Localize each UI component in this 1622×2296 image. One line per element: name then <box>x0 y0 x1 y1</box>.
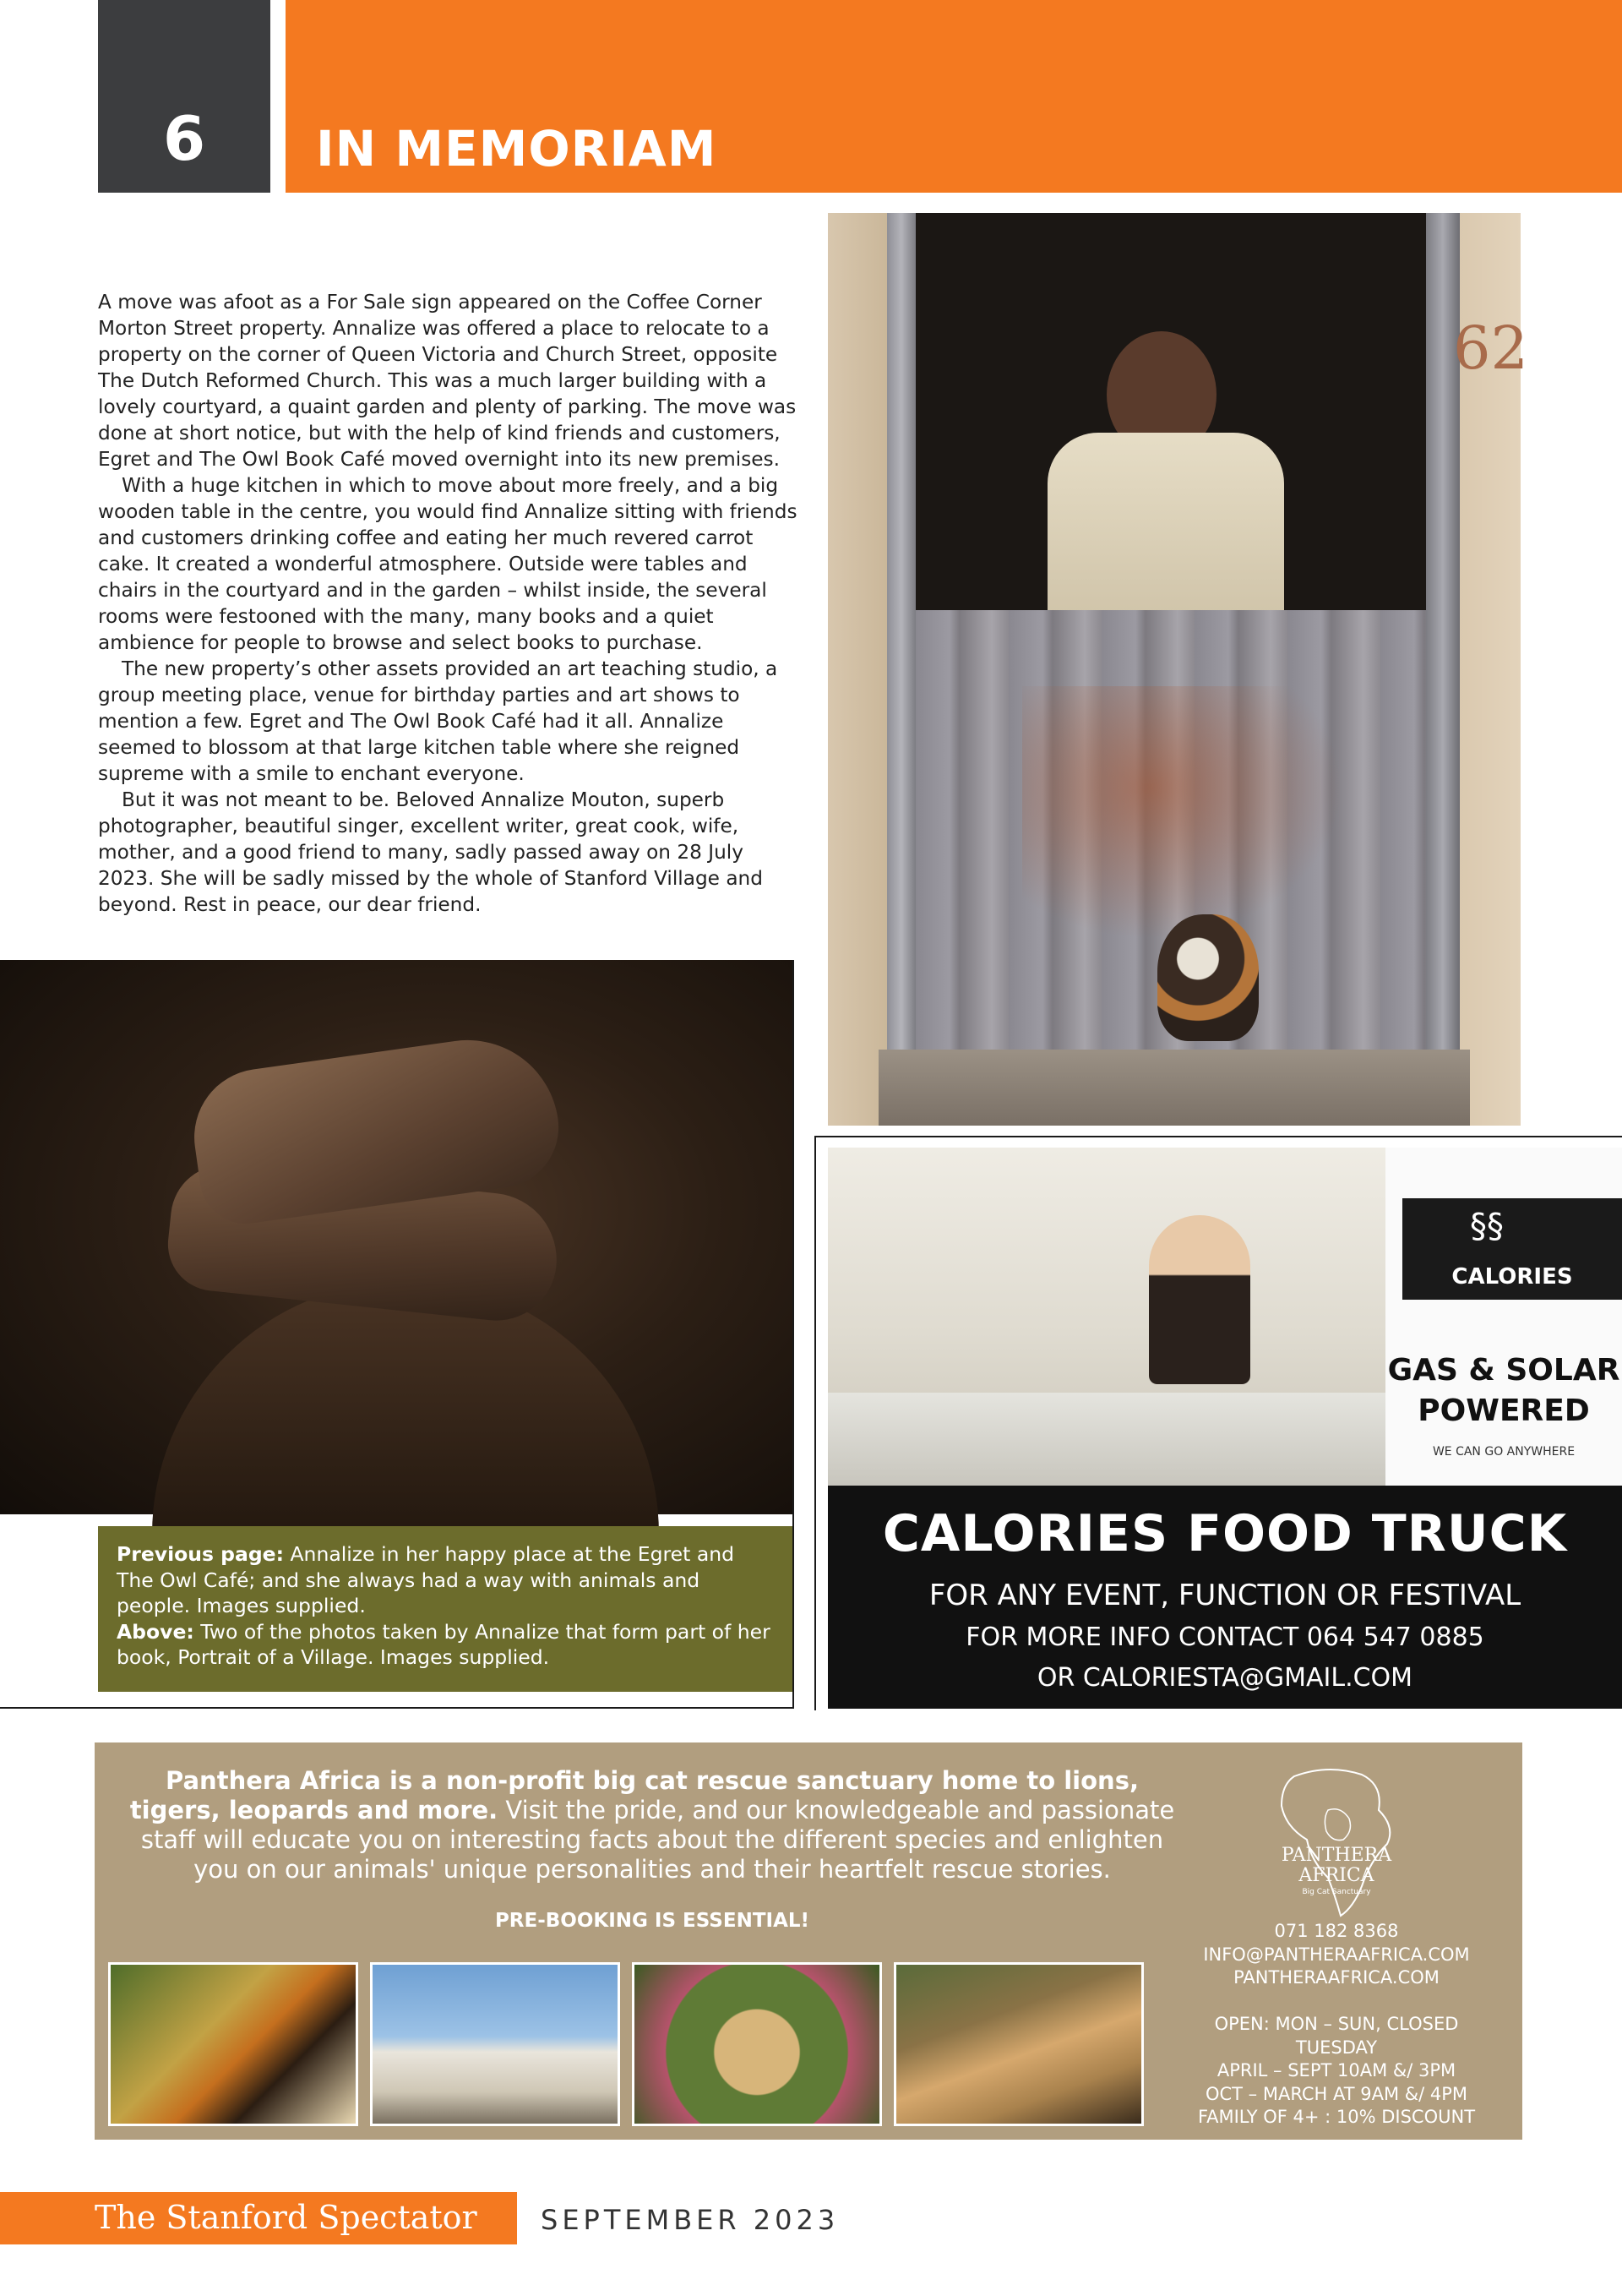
photo-leopard <box>632 1962 882 2126</box>
caption-prev-text: Annalize in her happy place at the Egret and The Owl Café; and she always had a way with animals and people. Images supplied. <box>117 1542 735 1617</box>
panthera-logo-text <box>1218 1846 1455 1886</box>
panthera-contact-line: TUESDAY <box>1295 2037 1378 2058</box>
panthera-logo-sub: Big Cat Sanctuary <box>1302 1888 1371 1896</box>
food-truck-counter <box>828 1393 1385 1486</box>
sign-powered-text <box>1385 1350 1622 1432</box>
panthera-contact-line: OCT – MARCH AT 9AM &/ 4PM <box>1205 2083 1468 2104</box>
article-paragraph: But it was not meant to be. Beloved Annalize Mouton, superb photographer, beautiful singer, excellent writer, great cook, wife, mother, and a good friend to many, sadly passed away on 28 July 2023. She will be sadly missed by the whole of Stanford Village and beyond. Rest in peace, our dear friend. <box>98 788 763 916</box>
panthera-contact-line: PANTHERAAFRICA.COM <box>1233 1967 1440 1988</box>
frame-line <box>792 960 794 1709</box>
article-body <box>98 289 799 918</box>
panthera-logo-line1: PANTHERA <box>1281 1845 1392 1866</box>
article-paragraph: With a huge kitchen in which to move about more freely, and a big wooden table in the centre, you would find Annalize sitting with friends and customers drinking coffee and eating her much revered carrot cake. It created a wonderful atmosphere. Outside were tables and chairs in the courtyard and in the garden – whilst inside, the several rooms were festooned with the many, many books and a quiet ambience for people to browse and select books to purchase. <box>98 474 797 654</box>
photo-white-lion <box>370 1962 620 2126</box>
footer-publication-bar <box>0 2192 517 2244</box>
panthera-intro-rest: Visit the pride, and our knowledgeable and passionate staff will educate you on interesting facts about the different species and enlighten you on our animals' unique personalities and their heartfelt rescue stories. <box>140 1796 1175 1884</box>
food-truck-photo <box>828 1148 1385 1486</box>
door-step <box>879 1050 1470 1126</box>
calories-ad-title: CALORIES FOOD TRUCK <box>882 1504 1568 1563</box>
panthera-prebooking: PRE-BOOKING IS ESSENTIAL! <box>494 1910 810 1932</box>
footer-date: SEPTEMBER 2023 <box>541 2204 840 2236</box>
panthera-contact-line: 071 182 8368 <box>1274 1921 1399 1941</box>
africa-map-logo-icon <box>1235 1759 1438 1928</box>
panthera-intro-bold: Panthera Africa is a non-profit big cat rescue sanctuary home to lions, tigers, leopards and more. <box>129 1766 1139 1824</box>
panthera-contact-line: APRIL – SEPT 10AM &/ 3PM <box>1216 2060 1456 2081</box>
painted-house-number: 62 <box>1453 314 1529 383</box>
panthera-contact-spacer <box>1168 1990 1505 2014</box>
section-title: IN MEMORIAM <box>316 120 717 177</box>
page-number: 6 <box>162 103 206 174</box>
article-paragraph: A move was afoot as a For Sale sign appeared on the Coffee Corner Morton Street property. Annalize was offered a place to relocate to a property on the corner of Queen Victoria and Church Street, opposite The Dutch Reformed Church. This was a much larger building with a lovely courtyard, a quaint garden and plenty of parking. The move was done at short notice, but with the help of kind friends and customers, Egret and The Owl Book Café moved overnight into its new premises. <box>98 291 797 471</box>
caption-above-text: Two of the photos taken by Annalize that form part of her book, Portrait of a Village. Images supplied. <box>117 1619 770 1669</box>
panthera-contact-info <box>1168 1920 1505 2130</box>
door-frame-left <box>887 213 916 1058</box>
calories-logo <box>1402 1198 1622 1300</box>
panthera-contact-line: OPEN: MON – SUN, CLOSED <box>1214 2014 1459 2034</box>
frame-line <box>0 1707 794 1709</box>
panthera-contact-line: INFO@PANTHERAAFRICA.COM <box>1203 1944 1470 1965</box>
food-truck-chef <box>1149 1215 1250 1384</box>
photo-clasped-hands <box>0 960 792 1514</box>
caption-prev-label: Previous page: <box>117 1542 285 1566</box>
sign-tagline: WE CAN GO ANYWHERE <box>1432 1445 1576 1459</box>
food-truck-sign <box>1385 1148 1622 1486</box>
door-rust-patina <box>1022 686 1343 940</box>
calories-food-truck-ad <box>828 1148 1622 1709</box>
sign-powered-line1: GAS & SOLAR <box>1387 1353 1620 1388</box>
calories-ad-line1: FOR ANY EVENT, FUNCTION OR FESTIVAL <box>928 1579 1521 1612</box>
steam-icon: §§ <box>1470 1207 1504 1246</box>
page-number-box <box>98 0 270 193</box>
section-header-bar <box>286 0 1622 193</box>
photo-person-body <box>1048 433 1284 627</box>
footer-publication-name: The Stanford Spectator <box>95 2199 477 2236</box>
panthera-africa-ad <box>95 1742 1522 2140</box>
photo-caption <box>98 1526 792 1692</box>
frame-line <box>814 1136 816 1710</box>
article-paragraph: The new property’s other assets provided an art teaching studio, a group meeting place, venue for birthday parties and art shows to mention a few. Egret and The Owl Book Café had it all. Annalize seemed to blossom at that large kitchen table where she reigned supreme with a smile to enchant everyone. <box>98 657 778 785</box>
panthera-contact-line: FAMILY OF 4+ : 10% DISCOUNT <box>1197 2107 1476 2127</box>
calories-logo-text: CALORIES <box>1451 1264 1573 1290</box>
frame-line <box>814 1136 1622 1137</box>
photo-tiger <box>108 1962 358 2126</box>
panthera-logo-line2: AFRICA <box>1298 1865 1374 1886</box>
photo-lioness <box>894 1962 1144 2126</box>
caption-above-label: Above: <box>117 1619 194 1644</box>
photo-knee <box>152 1281 659 1535</box>
photo-cat <box>1157 914 1259 1041</box>
sign-powered-line2: POWERED <box>1418 1393 1590 1428</box>
calories-ad-line3: OR CALORIESTA@GMAIL.COM <box>1037 1663 1413 1693</box>
photo-woman-at-door <box>828 213 1529 1126</box>
calories-ad-line2: FOR MORE INFO CONTACT 064 547 0885 <box>966 1622 1484 1652</box>
panthera-intro <box>120 1766 1184 1884</box>
